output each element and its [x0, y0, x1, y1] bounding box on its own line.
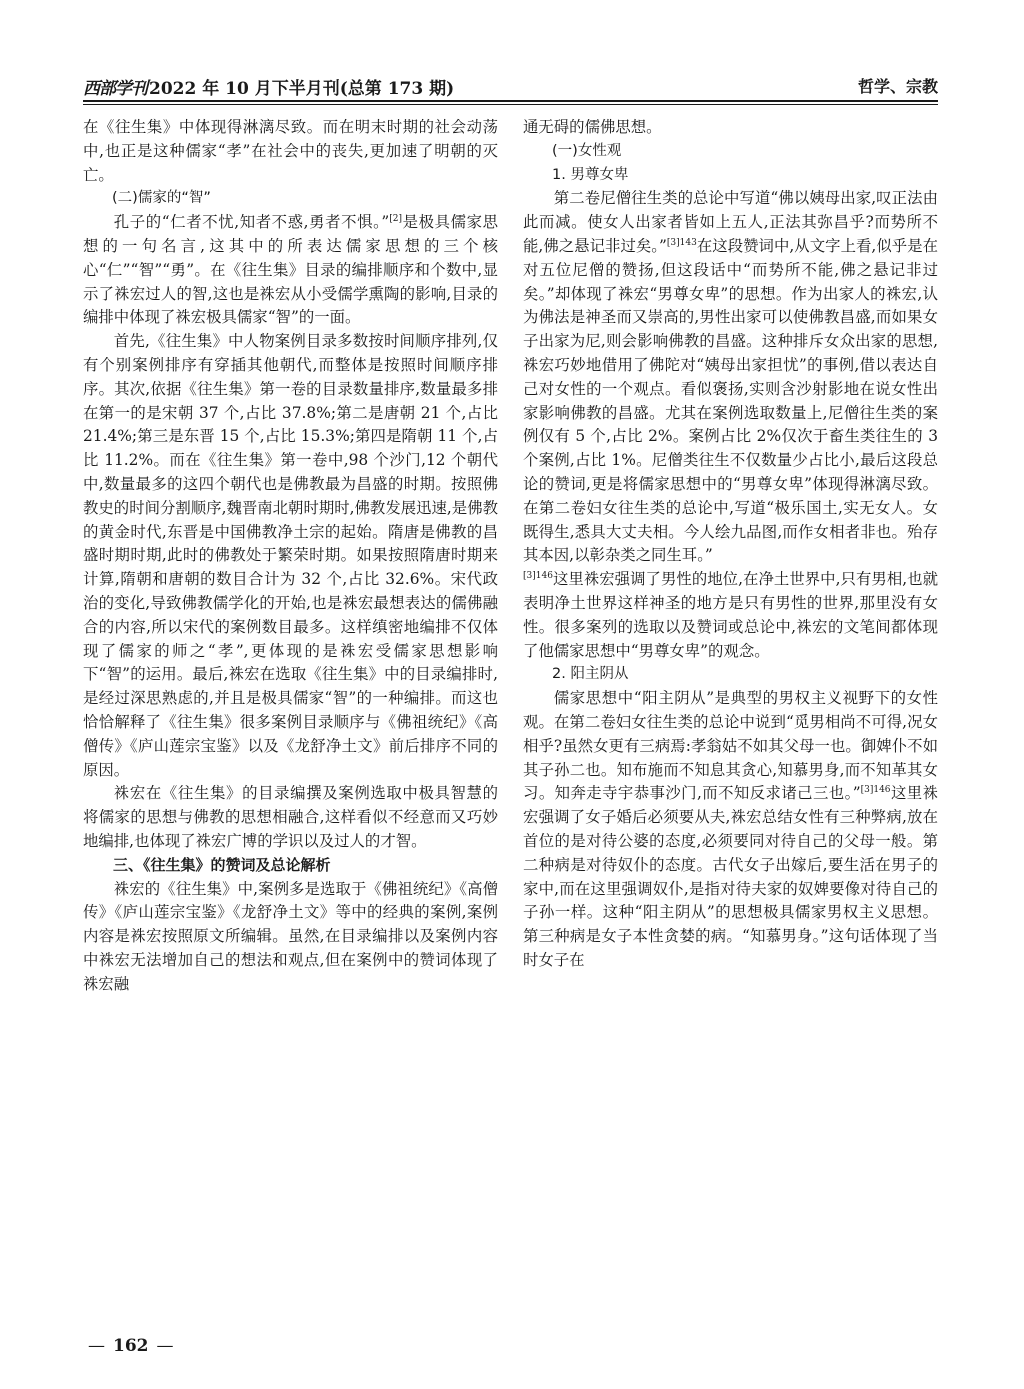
issue-label: 2022 年 10 月下半月刊(总第 173 期): [149, 79, 455, 99]
paragraph: [523, 116, 938, 140]
paragraph-text: (一)女性观: [552, 142, 622, 159]
paragraph-text: 通无碍的儒佛思想。: [523, 118, 662, 136]
paragraph-text: 袾宏在《往生集》的目录编撰及案例选取中极具智慧的将儒家的思想与佛教的思想相融合,这样看似不经意而又巧妙地编排,也体现了袾宏广博的学识以及过人的才智。: [83, 784, 498, 850]
citation-ref: [2]: [389, 214, 403, 225]
paragraph-text: 这里袾宏强调了男性的地位,在净土世界中,只有男相,也就表明净土世界这样神圣的地方是只有男性的世界,那里没有女性。很多案列的选取以及赞词或总论中,袾宏的文笔间都体现了他儒家思想中“男尊女卑”的观念。: [523, 570, 938, 660]
right-column: [523, 116, 938, 973]
paragraph-text: 在《往生集》中体现得淋漓尽致。而在明末时期的社会动荡中,也正是这种儒家“孝”在社会中的丧失,更加速了明朝的灭亡。: [83, 118, 498, 184]
left-column: [83, 116, 498, 996]
paragraph-text: 孔子的“仁者不忧,知者不惑,勇者不惧。”: [113, 213, 390, 232]
paragraph-text: 三、《往生集》的赞词及总论解析: [113, 855, 331, 874]
paragraph-text: (二)儒家的“智”: [112, 190, 211, 207]
page-number: 162: [113, 1336, 149, 1356]
paragraph-text: 袾宏的《往生集》中,案例多是选取于《佛祖统纪》《高僧传》《庐山莲宗宝鉴》《龙舒净土文》等中的经典的案例,案例内容是袾宏按照原文所编辑。虽然,在目录编排以及案例内容中袾宏无法增加自己的想法和观点,但在案例中的赞词体现了袾宏融: [83, 879, 498, 993]
page-header: [83, 70, 938, 102]
section-heading: [83, 187, 498, 211]
paragraph: [523, 568, 938, 663]
citation-ref: [3]146: [523, 571, 553, 582]
journal-logo: 西部学刊: [83, 79, 147, 99]
paragraph-text: 在这段赞词中,从文字上看,似乎是在对五位尼僧的赞扬,但这段话中“而势所不能,佛之悬记非过矣。”却体现了袾宏“男尊女卑”的思想。作为出家人的袾宏,认为佛法是神圣而又崇高的,男性出家可以使佛教昌盛,而如果女子出家为尼,则会影响佛教的昌盛。这种排斥女众出家的思想,袾宏巧妙地借用了佛陀对“姨母出家担忧”的事例,借以表达自己对女性的一个观点。看似褒扬,实则含沙射影地在说女性出家影响佛教的昌盛。尤其在案例选取数量上,尼僧往生类的案例仅有 5 个,占比 2%。案例占比 2%仅次于畜生类往生的 3 个案例,占比 1%。尼僧类往生不仅数量少占比小,最后这段总论的赞词,更是将儒家思想中的“男尊女卑”体现得淋漓尽致。在第二卷妇女往生类的总论中,写道“极乐国土,实无女人。女既得生,悉具大丈夫相。今人绘九品图,而作女相者非也。殆存其本因,以彰杂类之同生耳。”: [523, 236, 938, 565]
paragraph-text: 这里袾宏强调了女子婚后必须要从夫,袾宏总结女性有三种弊病,放在首位的是对待公婆的态度,必须要同对待自己的父母一般。第二种病是对待奴仆的态度。古代女子出嫁后,要生活在男子的家中,而在这里强调奴仆,是指对待夫家的奴婢要像对待自己的子孙一样。这种“阳主阴从”的思想极具儒家男权主义思想。第三种病是女子本性贪婪的病。“知慕男身。”这句话体现了当时女子在: [523, 784, 938, 969]
paragraph-text: 2. 阳主阴从: [552, 666, 629, 683]
section-heading: [523, 164, 938, 188]
section-label: 哲学、宗教: [857, 77, 938, 96]
section-heading: [523, 140, 938, 164]
paragraph: [83, 211, 498, 330]
header-rule-thin: [83, 104, 938, 105]
paragraph-text: 首先,《往生集》中人物案例目录多数按时间顺序排列,仅有个别案例排序有穿插其他朝代,而整体是按照时间顺序排序。其次,依据《往生集》第一卷的目录数量排序,数量最多排在第一的是宋朝 37 个,占比 37.8%;第二是唐朝 21 个,占比 21.4%;第三是东晋 15 个,占比 15.3%;第四是隋朝 11 个,占比 11.2%。而在《往生集》第一卷中,98 个沙门,12 个朝代中,数量最多的这四个朝代也是佛教最为昌盛的时期。按照佛教史的时间分割顺序,魏晋南北朝时期时,佛教发展迅速,是佛教的黄金时代,东晋是中国佛教净土宗的起始。隋唐是佛教的昌盛时期时期,此时的佛教处于繁荣时期。如果按照隋唐时期来计算,隋朝和唐朝的数目合计为 32 个,占比 32.6%。宋代政治的变化,导致佛教儒学化的开始,也是袾宏最想表达的儒佛融合的内容,所以宋代的案例数目最多。这样缜密地编排不仅体现了儒家的师之“孝”,更体现的是袾宏受儒家思想影响下“智”的运用。最后,袾宏在选取《往生集》中的目录编排时,是经过深思熟虑的,并且是极具儒家“智”的一种编排。而这也恰恰解释了《往生集》很多案例目录顺序与《佛祖统纪》《高僧传》《庐山莲宗宝鉴》以及《龙舒净土文》前后排序不同的原因。: [83, 332, 498, 779]
paragraph-text: 儒家思想中“阳主阴从”是典型的男权主义视野下的女性观。在第二卷妇女往生类的总论中说到“觅男相尚不可得,况女相乎?虽然女更有三病焉:孝翁姑不如其父母一也。御婢仆不如其子孙二也。知布施而不知息其贪心,知慕男身,而不知革其女习。知奔走寺宇恭事沙门,而不知反求诸己三也。”: [523, 689, 938, 803]
page-footer: [88, 1336, 174, 1356]
paragraph: [83, 782, 498, 853]
paragraph: [83, 116, 498, 187]
paragraph: [523, 187, 938, 568]
footer-dash-left: —: [88, 1336, 105, 1356]
paragraph: [83, 330, 498, 782]
paragraph-text: 是极具儒家思想的一句名言,这其中的所表达儒家思想的三个核心“仁”“智”“勇”。在《往生集》目录的编排顺序和个数中,显示了袾宏过人的智,这也是袾宏从小受儒学熏陶的影响,目录的编排中体现了袾宏极具儒家“智”的一面。: [83, 213, 498, 327]
section-heading: [523, 663, 938, 687]
citation-ref: [3]143: [666, 237, 697, 248]
header-rule-thick: [83, 100, 938, 102]
paragraph-text: 第二卷尼僧往生类的总论中写道“佛以姨母出家,叹正法由此而减。使女人出家者皆如上五人,正法其弥昌乎?而势所不能,佛之悬记非过矣。”: [523, 189, 938, 255]
citation-ref: [3]146: [860, 785, 891, 796]
journal-issue: [83, 74, 454, 99]
footer-dash-right: —: [156, 1336, 174, 1356]
section-heading: [83, 854, 498, 878]
paragraph: [523, 687, 938, 973]
paragraph: [83, 878, 498, 997]
paragraph-text: 1. 男尊女卑: [552, 166, 629, 183]
